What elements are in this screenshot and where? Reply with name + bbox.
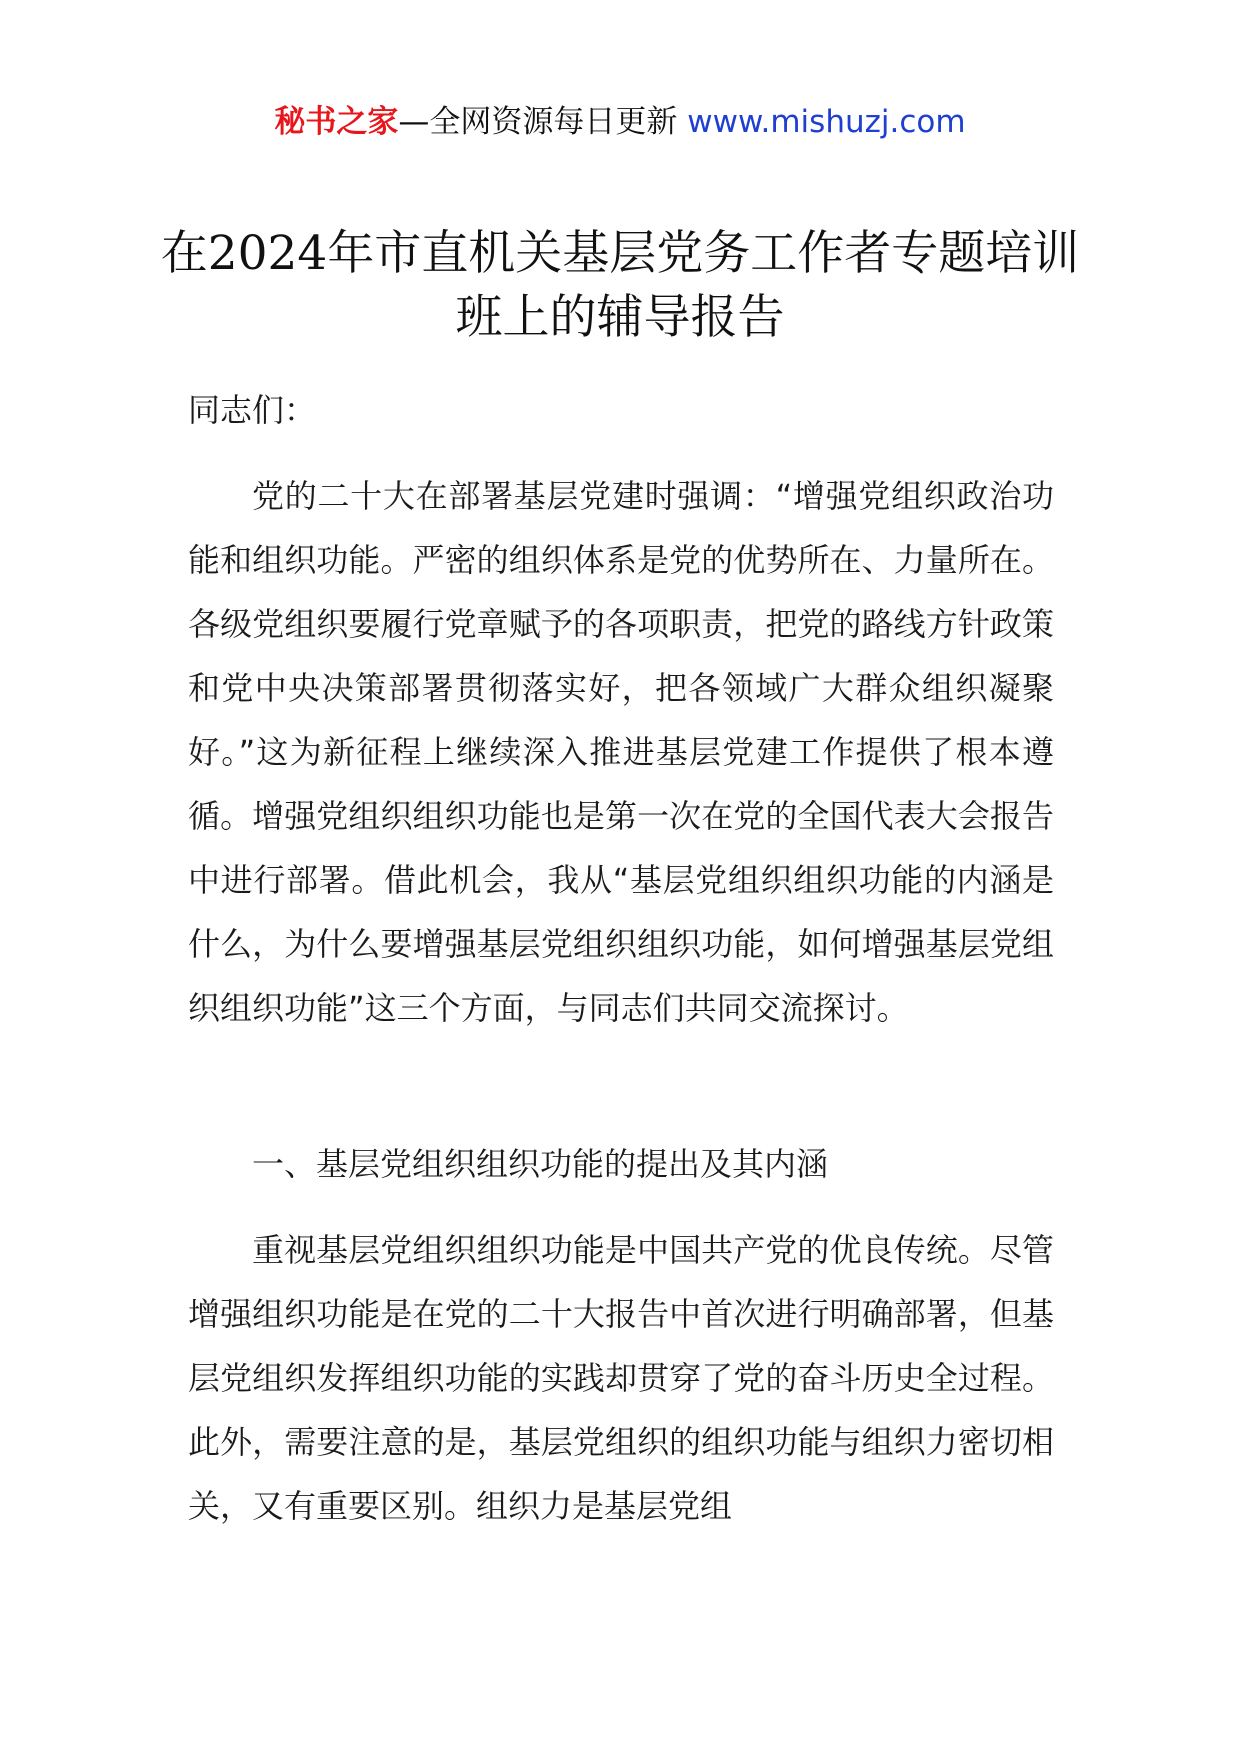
paragraph-2: 重视基层党组织组织功能是中国共产党的优良传统。尽管增强组织功能是在党的二十大报告中首次进行明确部署，但基层党组织发挥组织功能的实践却贯穿了党的奋斗历史全过程。此外，需要注意的是，基层党组织的组织功能与组织力密切相关，又有重要区别。组织力是基层党组 <box>188 1231 1054 1525</box>
header-banner <box>0 100 1240 144</box>
brand-name: 秘书之家 <box>274 104 399 140</box>
title-prefix: 在 <box>160 226 208 281</box>
title-rest: 年市直机关基层党务工作者专题培训班上的辅导报告 <box>327 226 1080 345</box>
salutation: 同志们： <box>188 391 317 429</box>
section-heading-1: 一、基层党组织组织功能的提出及其内涵 <box>252 1145 829 1183</box>
document-title <box>160 222 1080 350</box>
paragraph-1: 党的二十大在部署基层党建时强调：“增强党组织政治功能和组织功能。严密的组织体系是党的优势所在、力量所在。各级党组织要履行党章赋予的各项职责，把党的路线方针政策和党中央决策部署贯彻落实好，把各领域广大群众组织凝聚好。”这为新征程上继续深入推进基层党建工作提供了根本遵循。增强党组织组织功能也是第一次在党的全国代表大会报告中进行部署。借此机会，我从“基层党组织组织功能的内涵是什么，为什么要增强基层党组织组织功能，如何增强基层党组织组织功能”这三个方面，与同志们共同交流探讨。 <box>188 477 1054 1027</box>
website-link[interactable]: www.mishuzj.com <box>687 104 966 140</box>
title-year: 2024 <box>207 226 328 281</box>
header-slogan: —全网资源每日更新 <box>398 104 678 140</box>
